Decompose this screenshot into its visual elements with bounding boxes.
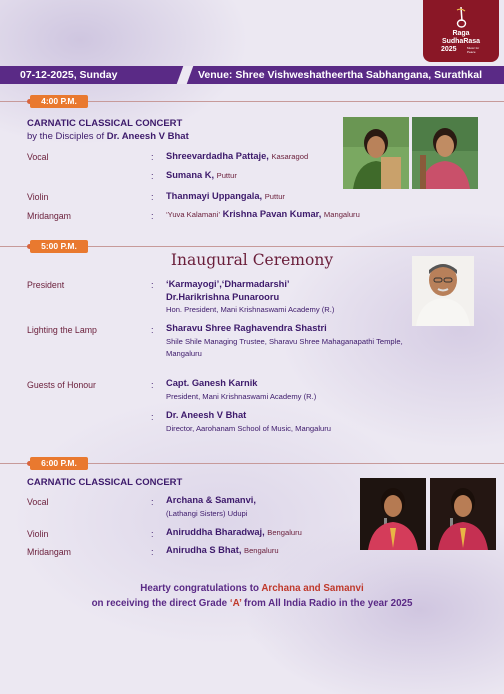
grade-text: ‘A’ xyxy=(229,598,242,609)
performer-place: Puttur xyxy=(216,171,237,180)
performer-name: Archana & Samanvi, xyxy=(166,495,256,505)
colon: : xyxy=(151,192,154,202)
time-pill-3: 6:00 P.M. xyxy=(30,457,88,470)
colon: : xyxy=(151,547,154,557)
performer-place: Bengaluru xyxy=(267,528,302,537)
president-photo xyxy=(412,256,474,326)
subtitle-name: Dr. Aneesh V Bhat xyxy=(106,131,189,142)
performer-name xyxy=(166,170,237,180)
name-text: Thanmayi Uppangala, xyxy=(166,191,263,201)
colon: : xyxy=(151,380,154,390)
colon: : xyxy=(151,280,154,290)
label-mridangam: Mridangam xyxy=(27,211,72,221)
label-vocal: Vocal xyxy=(27,152,49,162)
label-guests: Guests of Honour xyxy=(27,380,96,390)
guest1-desc: President, Mani Krishnaswami Academy (R.) xyxy=(166,392,317,401)
veena-icon xyxy=(453,6,469,28)
name-text: Krishna Pavan Kumar, xyxy=(222,209,322,219)
label-violin: Violin xyxy=(27,192,49,202)
colon: : xyxy=(151,171,154,181)
subtitle-prefix: by the Disciples of xyxy=(27,131,107,142)
congrats-line-2 xyxy=(0,597,504,611)
label-president: President xyxy=(27,280,65,290)
session3-title: CARNATIC CLASSICAL CONCERT xyxy=(27,477,183,488)
label-vocal: Vocal xyxy=(27,497,49,507)
performer-place: Mangaluru xyxy=(323,210,360,219)
performer-name xyxy=(166,527,302,537)
session1-subtitle xyxy=(27,131,189,142)
president-title: ‘Karmayogi’,‘Dharmadarshi’ xyxy=(166,279,290,289)
performer-caption: (Lathangi Sisters) Udupi xyxy=(166,509,248,518)
name-text: Aniruddha Bharadwaj, xyxy=(166,527,265,537)
time-pill-2: 5:00 P.M. xyxy=(30,240,88,253)
label-lamp: Lighting the Lamp xyxy=(27,325,97,335)
name-text: Anirudha S Bhat, xyxy=(166,545,242,555)
congrats-text: Hearty congratulations to xyxy=(140,583,262,594)
congrats-line-1 xyxy=(0,582,504,596)
event-logo xyxy=(423,0,499,62)
performer-name xyxy=(166,545,279,555)
lamp-desc-2: Mangaluru xyxy=(166,349,202,358)
guest2-name: Dr. Aneesh V Bhat xyxy=(166,410,247,420)
time-pill-1: 4:00 P.M. xyxy=(30,95,88,108)
president-name: Dr.Harikrishna Punarooru xyxy=(166,292,280,302)
performer-name xyxy=(166,191,285,201)
performer-place: Bengaluru xyxy=(244,546,279,555)
guest2-desc: Director, Aarohanam School of Music, Mangaluru xyxy=(166,424,332,433)
colon: : xyxy=(151,211,154,221)
title-prefix: ‘Yuva Kalamani’ xyxy=(166,210,221,219)
performer-place: Kasaragod xyxy=(271,152,309,161)
performer-name xyxy=(166,151,308,161)
logo-tagline: Music for Peace xyxy=(467,46,480,54)
colon: : xyxy=(151,497,154,507)
lamp-name: Sharavu Shree Raghavendra Shastri xyxy=(166,323,327,333)
colon: : xyxy=(151,529,154,539)
colon: : xyxy=(151,152,154,162)
congrats-names: Archana and Samanvi xyxy=(261,583,364,594)
congrats-text: on receiving the direct Grade xyxy=(91,598,230,609)
performer-photo xyxy=(343,117,409,189)
bar-divider xyxy=(177,66,194,84)
event-date: 07-12-2025, Sunday xyxy=(20,69,118,81)
lamp-desc: Shile Shile Managing Trustee, Sharavu Shree Mahaganapathi Temple, xyxy=(166,337,403,346)
president-desc: Hon. President, Mani Krishnaswami Academy (R.) xyxy=(166,305,335,314)
label-violin: Violin xyxy=(27,529,49,539)
logo-line2: SudhaRasa xyxy=(441,38,481,45)
performer-photo xyxy=(412,117,478,189)
name-text: Shreevardadha Pattaje, xyxy=(166,151,269,161)
performer-photo xyxy=(360,478,426,550)
colon: : xyxy=(151,325,154,335)
performer-name xyxy=(166,209,360,219)
label-mridangam: Mridangam xyxy=(27,547,72,557)
guest1-name: Capt. Ganesh Karnik xyxy=(166,378,258,388)
event-venue: Venue: Shree Vishweshatheertha Sabhangana, Surathkal xyxy=(198,69,482,81)
ceremony-title: Inaugural Ceremony xyxy=(170,251,334,269)
performer-photo xyxy=(430,478,496,550)
colon: : xyxy=(151,412,154,422)
logo-year: 2025 xyxy=(441,46,457,53)
performer-place: Puttur xyxy=(264,192,285,201)
session1-title: CARNATIC CLASSICAL CONCERT xyxy=(27,118,183,129)
name-text: Sumana K, xyxy=(166,170,215,180)
logo-line1: Raga xyxy=(452,30,470,37)
date-venue-bar xyxy=(0,66,504,84)
congrats-text: from All India Radio in the year 2025 xyxy=(241,598,413,609)
